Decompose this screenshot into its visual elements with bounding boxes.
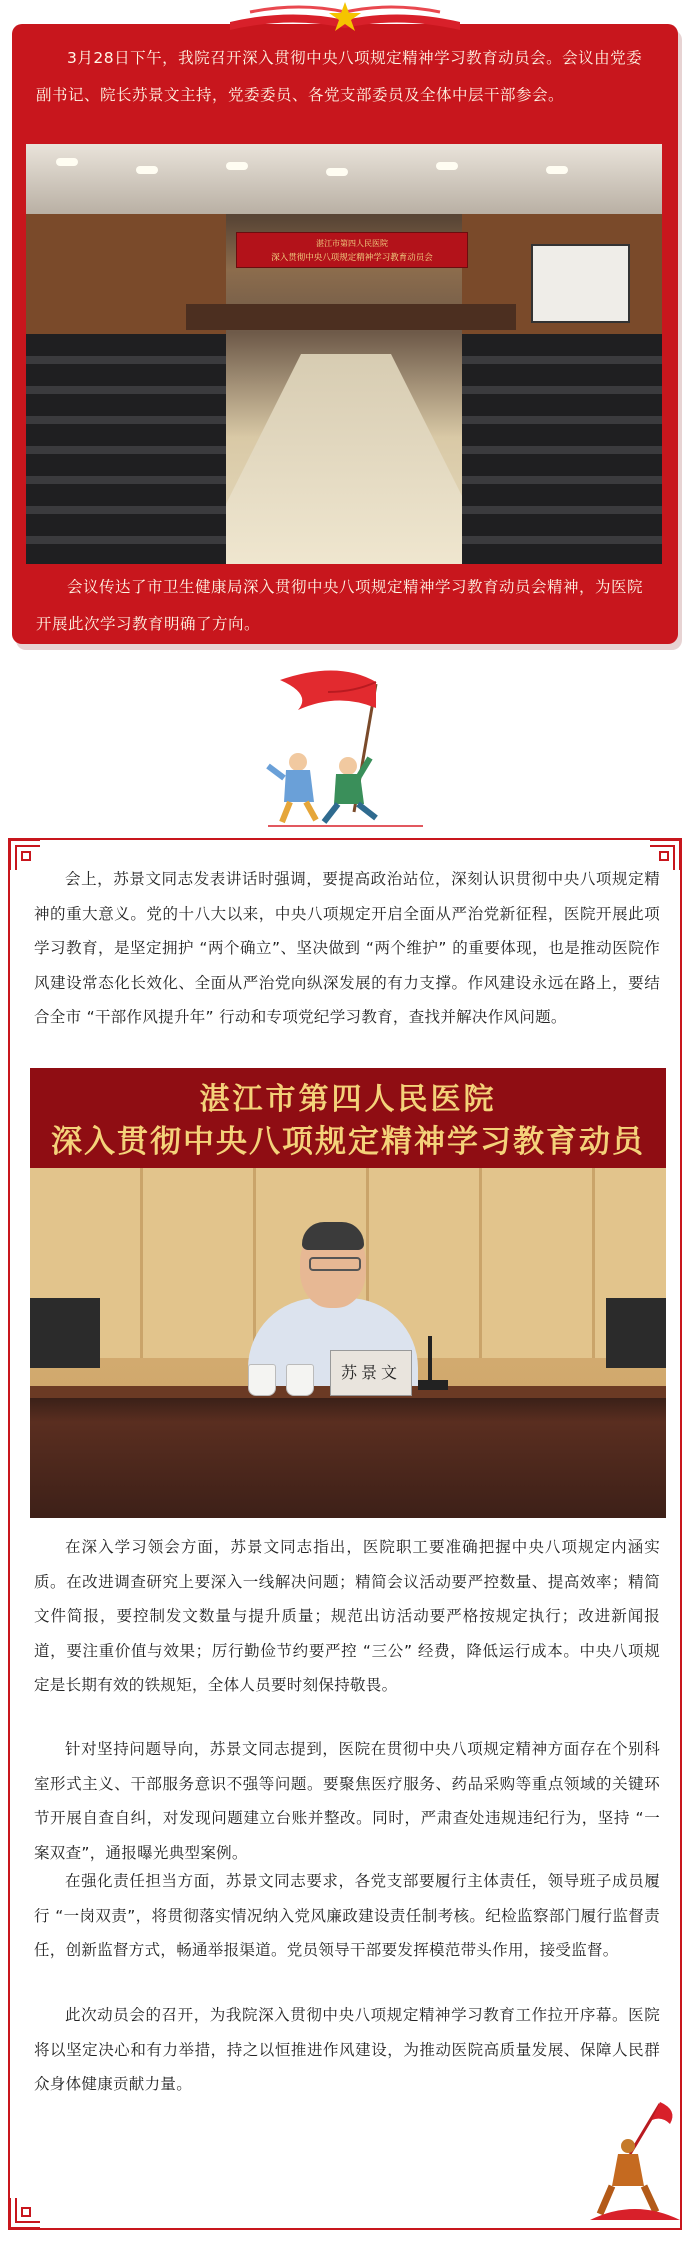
body-paragraph-1: 会上，苏景文同志发表讲话时强调，要提高政治站位，深刻认识贯彻中央八项规定精神的重大意义。党的十八大以来，中央八项规定开启全面从严治党新征程，医院开展此项学习教育，是坚定拥护 “两个确立”、坚决做到 “两个维护” 的重要体现，也是推动医院作风建设常态化长效化、全面从严治党向纵深发展的有力支撑。作风建设永远在路上，要结合全市 “干部作风提升年” 行动和专项党纪学习教育，查找并解决作风问题。 [34, 870, 660, 1026]
body-paragraph-5: 此次动员会的召开，为我院深入贯彻中央八项规定精神学习教育工作拉开序幕。医院将以坚定决心和有力举措，持之以恒推进作风建设，为推动医院高质量发展、保障人民群众身体健康贡献力量。 [34, 2006, 660, 2093]
corner-ornament-icon [8, 2196, 42, 2230]
article-body-frame [8, 838, 682, 2230]
speaker-nameplate: 苏景文 [330, 1350, 412, 1396]
body-paragraph-3: 针对坚持问题导向，苏景文同志提到，医院在贯彻中央八项规定精神方面存在个别科室形式主义、干部服务意识不强等问题。要聚焦医疗服务、药品采购等重点领域的关键环节开展自查自纠，对发现问题建立台账并整改。同时，严肃查处违规违纪行为，坚持 “一案双查”，通报曝光典型案例。 [34, 1740, 660, 1862]
flag-bearer-illustration [258, 662, 433, 832]
photo-title-line-1: 湛江市第四人民医院 [199, 1082, 497, 1117]
svg-text:深入贯彻中央八项规定精神学习教育动员会: 深入贯彻中央八项规定精神学习教育动员会 [271, 253, 433, 263]
body-paragraph-4: 在强化责任担当方面，苏景文同志要求，各党支部要履行主体责任，领导班子成员履行 “一岗双责”，将贯彻落实情况纳入党风廉政建设责任制考核。纪检监察部门履行监督责任，创新监督方式，畅通举报渠道。党员领导干部要发挥模范带头作用，接受监督。 [34, 1872, 660, 1959]
body-paragraph-2: 在深入学习领会方面，苏景文同志指出，医院职工要准确把握中央八项规定内涵实质。在改进调查研究上要深入一线解决问题；精简会议活动要严控数量、提高效率；精简文件简报，要控制发文数量与提升质量；规范出访活动要严格按规定执行；改进新闻报道，要注重价值与效果；厉行勤俭节约要严控 “三公” 经费，降低运行成本。中央八项规定是长期有效的铁规矩，全体人员要时刻保持敬畏。 [34, 1538, 660, 1694]
intro-paragraph-1: 3月28日下午，我院召开深入贯彻中央八项规定精神学习教育动员会。会议由党委副书记、院长苏景文主持，党委委员、各党支部委员及全体中层干部参会。 [36, 49, 643, 104]
red-soldier-statue-icon [590, 2094, 680, 2224]
svg-text:湛江市第四人民医院: 湛江市第四人民医院 [316, 239, 388, 248]
photo-title-line-2: 深入贯彻中央八项规定精神学习教育动员 [51, 1124, 645, 1160]
intro-paragraph-2: 会议传达了市卫生健康局深入贯彻中央八项规定精神学习教育动员会精神，为医院开展此次学习教育明确了方向。 [36, 578, 644, 633]
meeting-banner [236, 232, 468, 268]
ribbon-star-ornament [230, 0, 460, 40]
speaker-photo [30, 1068, 666, 1518]
intro-card [12, 24, 678, 644]
meeting-hall-photo [26, 144, 662, 564]
